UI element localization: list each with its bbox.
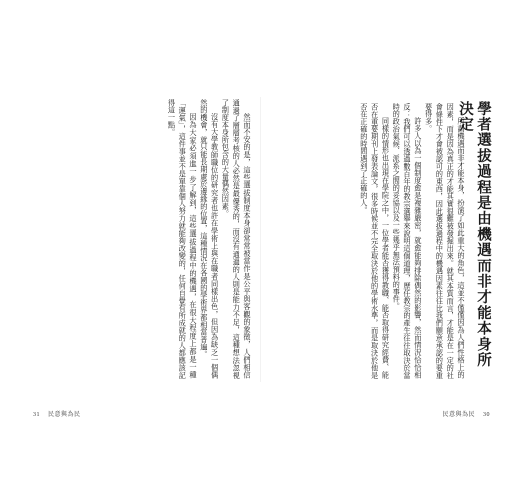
page-gutter [260, 97, 261, 382]
left-page-body [27, 99, 252, 379]
right-running-head: 民意與為民 [442, 412, 475, 418]
left-paragraph-2: 沒有大學教師職位的研究者也許在學術上與在職者同樣出色，但因為缺乏一個偶然的機會，就只能長期處於邊緣的位置，這種情況在各國的學術界都相當普遍。 [199, 99, 220, 379]
chapter-title: 學者選拔過程是由機遇而非才能本身所決定 [457, 101, 492, 368]
left-paragraph-3: 因為大家必須進一步了解到，這些選拔過程中的機遇，在很大程度上都是一種「運氣」，這件事並不是單靠個人努力就能夠改變的，任何自覺有所成就的人都應該記得這一點。 [167, 99, 199, 379]
right-paragraph-2: 許多人以為一個制度愈是複雜嚴密，就愈能夠排除偶然的影響，然而情況恰恰相反：我們可以透過數百年的教宗選舉來說明這個道理，歷任教宗的產生往往取決於當時的政治氣候、派系之間的妥協以及一些幾乎無法預料的事件。 [392, 103, 423, 379]
left-page [30, 97, 260, 382]
right-page [262, 97, 492, 382]
left-running-head: 民意與為民 [48, 412, 81, 418]
left-folio [33, 409, 81, 418]
left-page-number: 31 [33, 412, 40, 418]
right-page-body [266, 103, 466, 379]
right-paragraph-1: 所謂機遇而非才能本身，扮演了如此重大的角色，這並不僅僅因為人們性格上的因素，而是因為真正的才能其實很難被發掘出來。就其本質而言，才能是在一定的社會條件下才會被認可的東西，因此選拔過程中的機遇因素往往比我們願意承認的要重要得多。 [424, 103, 466, 379]
right-paragraph-3: 同樣的情形也出現在學院之中，一位學者能否獲得教職、能否取得研究經費、能否在重要期刊上發表論文，很多時候並不完全取決於他的學術水準，而是取決於他是否在正確的時間遇到了正確的人。 [359, 103, 391, 379]
left-paragraph-1: 然而不安的是，這些選拔制度本身卻常常被當作是公平與客觀的象徵，人們相信通過了層層考核的人必然是最優秀的，而沒有通過的人則是能力不足，這種想法忽視了制度本身所包含的大量偶然因素。 [221, 99, 252, 379]
right-folio [442, 409, 490, 418]
right-page-number: 30 [483, 412, 490, 418]
